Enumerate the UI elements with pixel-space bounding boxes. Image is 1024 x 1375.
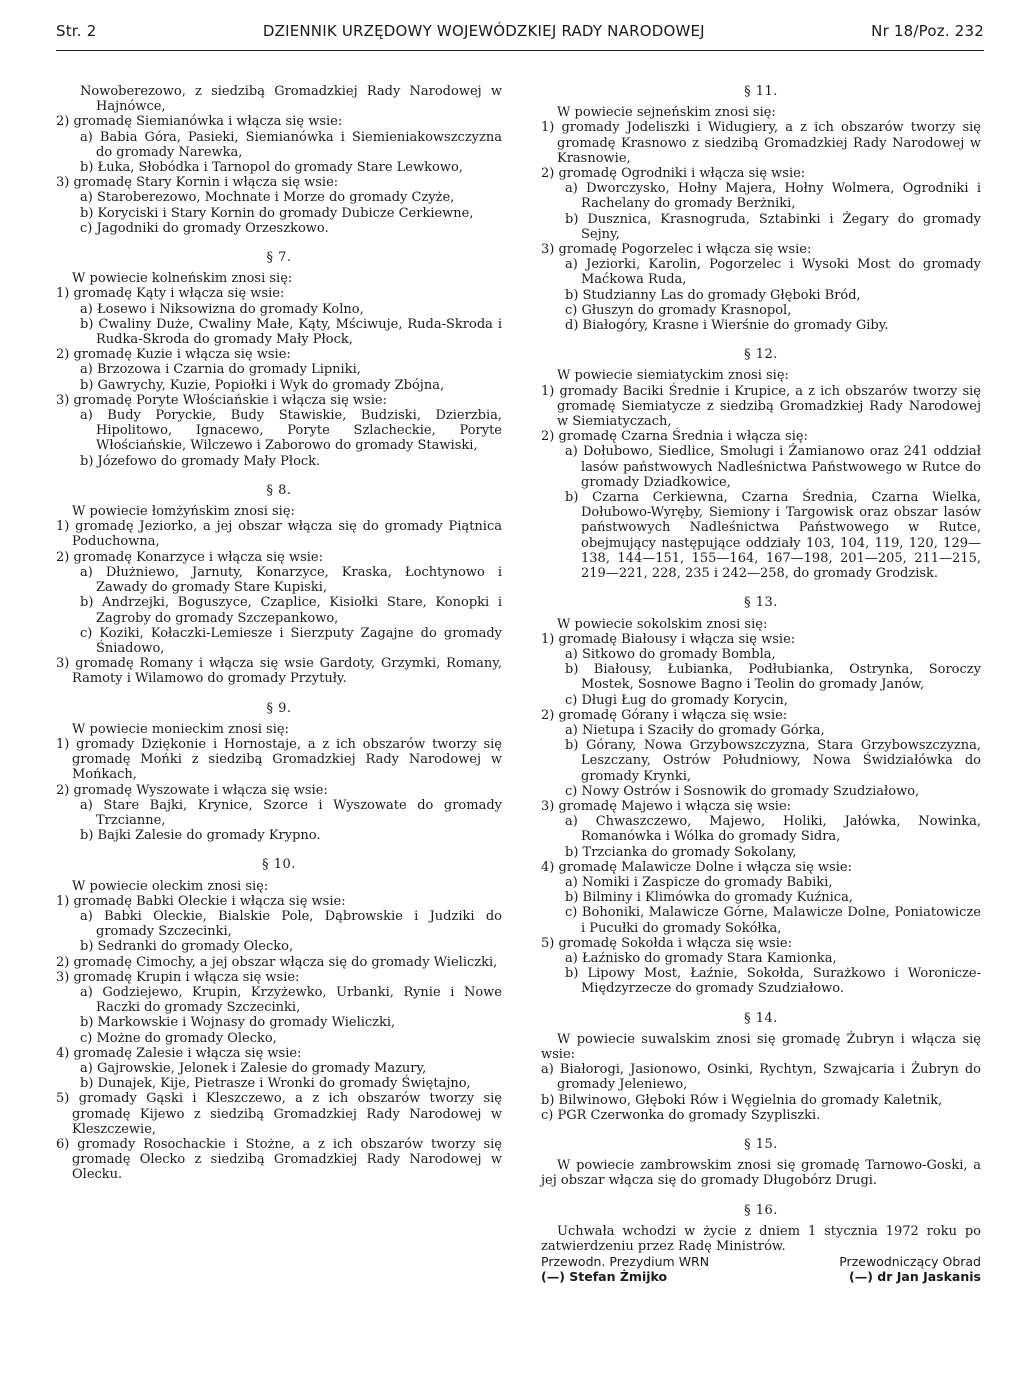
page-header (56, 22, 984, 48)
section-intro: W powiecie kolneńskim znosi się: (72, 271, 293, 287)
sub-list-item: b) Bajki Zalesie do gromady Krypno. (80, 828, 321, 844)
sub-list-item: b) Dusznica, Krasnogruda, Sztabinki i Żegary do gromady Sejny, (565, 211, 981, 242)
sub-list-item: b) Bilminy i Klimówka do gromady Kuźnica, (565, 890, 853, 906)
section-heading: § 15. (744, 1137, 778, 1152)
signature-names (541, 1269, 981, 1284)
sub-list-item: a) Łaźnisko do gromady Stara Kamionka, (565, 950, 837, 966)
list-item: 3) gromadę Pogorzelec i włącza się wsie: (541, 242, 812, 258)
sub-list-item: a) Jeziorki, Karolin, Pogorzelec i Wysoki Most do gromady Maćkowa Ruda, (565, 257, 981, 288)
sub-list-item: a) Brzozowa i Czarnia do gromady Lipniki, (80, 362, 361, 378)
list-item: 2) gromadę Siemianówka i włącza się wsie: (56, 114, 343, 130)
list-item: 3) gromadę Poryte Włościańskie i włącza się wsie: (56, 392, 387, 408)
sub-list-item: a) Dworczysko, Hołny Majera, Hołny Wolmera, Ogrodniki i Rachelany do gromady Berżniki, (565, 181, 981, 212)
sub-list-item: a) Staroberezowo, Mochnate i Morze do gromady Czyże, (80, 190, 455, 206)
sub-list-item: b) Górany, Nowa Grzybowszczyzna, Stara Grzybowszczyzna, Leszczany, Ostrów Południowy, Nowa Świdziałówka do gromady Krynki, (565, 738, 981, 784)
signature-right-name: (—) dr Jan Jaskanis (849, 1269, 981, 1285)
section-heading: § 12. (744, 347, 778, 363)
right-column (541, 84, 981, 1285)
sub-list-item: a) Dłużniewo, Jarnuty, Konarzyce, Kraska, Łochtynowo i Zawady do gromady Stare Kupiski, (80, 564, 502, 596)
list-item: 4) gromadę Malawicze Dolne i włącza się wsie: (541, 859, 852, 875)
signature-roles (541, 1254, 981, 1269)
signature-block (541, 1254, 981, 1284)
sub-list-item: Nowoberezowo, z siedzibą Gromadzkiej Rady Narodowej w Hajnówce, (80, 84, 502, 115)
sub-list-item: c) Głuszyn do gromady Krasnopol, (565, 302, 792, 318)
sub-list-item: a) Nomiki i Zaspicze do gromady Babiki, (565, 874, 833, 890)
section-intro: W powiecie suwalskim znosi się gromadę Żubryn i włącza się wsie: (541, 1031, 981, 1062)
section-intro: Uchwała wchodzi w życie z dniem 1 stycznia 1972 roku po zatwierdzeniu przez Radę Ministrów. (541, 1223, 981, 1255)
sub-list-item: a) Gajrowskie, Jelonek i Zalesie do gromady Mazury, (80, 1060, 427, 1076)
sub-list-item: a) Stare Bajki, Krynice, Szorce i Wyszowate do gromady Trzcianne, (80, 797, 502, 828)
section-heading: § 9. (266, 700, 292, 716)
sub-list-item: b) Lipowy Most, Łaźnie, Sokołda, Surażkowo i Woronicze-Międzyrzecze do gromady Szudziałowo. (565, 966, 981, 997)
list-item: 3) gromadę Romany i włącza się wsie Gardoty, Grzymki, Romany, Ramoty i Wilamowo do gromady Przytuły. (56, 656, 502, 687)
sub-list-item: b) Trzcianka do gromady Sokolany, (565, 844, 797, 860)
section-intro: W powiecie monieckim znosi się: (72, 721, 289, 737)
list-item: 1) gromady Jodeliszki i Widugiery, a z ich obszarów tworzy się gromadę Krasnowo z siedzibą Gromadzkiej Rady Narodowej w Krasnowie, (541, 120, 981, 166)
list-item: 1) gromady Dziękonie i Hornostaje, a z ich obszarów tworzy się gromadę Mońki z siedzibą Gromadzkiej Rady Narodowej w Mońkach, (56, 736, 502, 783)
sub-list-item: c) Możne do gromady Olecko, (80, 1030, 277, 1046)
sub-list-item: a) Babia Góra, Pasieki, Siemianówka i Siemieniakowszczyzna do gromady Narewka, (80, 129, 502, 160)
list-item: c) PGR Czerwonka do gromady Szypliszki. (541, 1107, 821, 1123)
sub-list-item: a) Dołubowo, Siedlice, Smolugi i Żamianowo oraz 241 oddział lasów państwowych Nadleśnictwa Państwowego w Rutce do gromady Dziadkowice, (565, 444, 981, 490)
section-intro: W powiecie siemiatyckim znosi się: (557, 368, 789, 384)
section-heading: § 16. (744, 1202, 778, 1218)
sub-list-item: a) Łosewo i Niksowizna do gromady Kolno, (80, 301, 364, 317)
sub-list-item: c) Jagodniki do gromady Orzeszkowo. (80, 220, 329, 236)
left-column (56, 84, 502, 1183)
journal-title: DZIENNIK URZĘDOWY WOJEWÓDZKIEJ RADY NARODOWEJ (262, 22, 705, 40)
list-item: 3) gromadę Krupin i włącza się wsie: (56, 969, 300, 985)
list-item: 4) gromadę Zalesie i włącza się wsie: (56, 1045, 302, 1061)
sub-list-item: b) Gawrychy, Kuzie, Popiołki i Wyk do gromady Zbójna, (80, 377, 445, 393)
list-item: 2) gromadę Ogrodniki i włącza się wsie: (541, 166, 806, 182)
sub-list-item: b) Cwaliny Duże, Cwaliny Małe, Kąty, Mściwuje, Ruda-Skroda i Rudka-Skroda do gromady Mały Płock, (80, 316, 502, 348)
sub-list-item: b) Łuka, Słobódka i Tarnopol do gromady Stare Lewkowo, (80, 160, 463, 176)
list-item: 2) gromadę Konarzyce i włącza się wsie: (56, 549, 323, 565)
sub-list-item: b) Dunajek, Kije, Pietrasze i Wronki do gromady Świętajno, (80, 1076, 471, 1092)
sub-list-item: c) Długi Ług do gromady Korycin, (565, 692, 788, 708)
page-number: Str. 2 (56, 22, 97, 40)
sub-list-item: b) Markowskie i Wojnasy do gromady Wieliczki, (80, 1015, 396, 1031)
section-intro: W powiecie łomżyńskim znosi się: (72, 504, 295, 520)
list-item: 3) gromadę Stary Kornin i włącza się wsie: (56, 175, 339, 191)
signature-left-role: Przewodn. Prezydium WRN (541, 1254, 710, 1270)
sub-list-item: b) Józefowo do gromady Mały Płock. (80, 453, 321, 469)
sub-list-item: c) Bohoniki, Malawicze Górne, Malawicze Dolne, Poniatowicze i Pucułki do gromady Sokółka, (565, 905, 981, 936)
list-item: 1) gromady Baciki Średnie i Krupice, a z ich obszarów tworzy się gromadę Siemiatycze z siedzibą Gromadzkiej Rady Narodowej w Siemiatyczach, (541, 383, 981, 430)
right-column-body (541, 84, 981, 1254)
sub-list-item: a) Godziejewo, Krupin, Krzyżewko, Urbanki, Rynie i Nowe Raczki do gromady Szczecinki, (80, 984, 502, 1016)
sub-list-item: b) Białousy, Łubianka, Podłubianka, Ostrynka, Soroczy Mostek, Sosnowe Bagno i Teolin do gromady Janów, (565, 662, 981, 693)
list-item: 1) gromadę Babki Oleckie i włącza się wsie: (56, 893, 346, 909)
section-heading: § 7. (266, 250, 292, 266)
list-item: 5) gromady Gąski i Kleszczewo, a z ich obszarów tworzy się gromadę Kijewo z siedzibą Gromadzkiej Rady Narodowej w Kleszczewie, (56, 1091, 502, 1137)
list-item: 1) gromadę Jeziorko, a jej obszar włącza się do gromady Piątnica Poduchowna, (56, 519, 502, 550)
list-item: 2) gromadę Cimochy, a jej obszar włącza się do gromady Wieliczki, (56, 954, 498, 970)
list-item: 2) gromadę Górany i włącza się wsie: (541, 707, 788, 723)
sub-list-item: b) Sedranki do gromady Olecko, (80, 939, 294, 955)
list-item: 3) gromadę Majewo i włącza się wsie: (541, 798, 792, 814)
list-item: 6) gromady Rosochackie i Stożne, a z ich obszarów tworzy się gromadę Olecko z siedzibą Gromadzkiej Rady Narodowej w Olecku. (56, 1137, 502, 1183)
sub-list-item: a) Sitkowo do gromady Bombla, (565, 646, 776, 662)
list-item: 2) gromadę Wyszowate i włącza się wsie: (56, 782, 328, 798)
signature-right-role: Przewodniczący Obrad (839, 1254, 981, 1270)
list-item: 2) gromadę Kuzie i włącza się wsie: (56, 347, 291, 363)
sub-list-item: c) Koziki, Kołaczki-Lemiesze i Sierzputy Zagajne do gromady Śniadowo, (80, 625, 502, 656)
sub-list-item: a) Chwaszczewo, Majewo, Holiki, Jałówka, Nowinka, Romanówka i Wólka do gromady Sidra, (565, 814, 981, 845)
section-intro: W powiecie oleckim znosi się: (72, 878, 269, 894)
sub-list-item: b) Andrzejki, Boguszyce, Czaplice, Kisiołki Stare, Konopki i Zagroby do gromady Szczepankowo, (80, 595, 502, 626)
issue-number: Nr 18/Poz. 232 (871, 22, 984, 40)
sub-list-item: b) Koryciski i Stary Kornin do gromady Dubicze Cerkiewne, (80, 205, 474, 221)
section-heading: § 8. (266, 482, 292, 498)
list-item: 1) gromadę Białousy i włącza się wsie: (541, 631, 796, 647)
section-heading: § 14. (744, 1010, 778, 1026)
header-rule (56, 50, 984, 51)
section-heading: § 13. (744, 595, 778, 611)
list-item: 2) gromadę Czarna Średnia i włącza się: (541, 429, 808, 445)
section-heading: § 10. (262, 857, 296, 873)
sub-list-item: a) Budy Poryckie, Budy Stawiskie, Budziski, Dzierzbia, Hipolitowo, Ignacewo, Poryte Szlacheckie, Poryte Włościańskie, Wilczewo i Zaborowo do gromady Stawiski, (80, 408, 502, 454)
sub-list-item: b) Czarna Cerkiewna, Czarna Średnia, Czarna Wielka, Dołubowo-Wyręby, Siemiony i Targowisk oraz obszar lasów państwowych Nadleśnictwa Państwowego w Rutce, obejmujący następujące oddziały 103, 104, 119, 120, 129—138, 144—151, 155—164, 167—198, 201—205, 211—215, 219—221, 228, 235 i 242—258, do gromady Grodzisk. (565, 490, 981, 582)
list-item: 5) gromadę Sokołda i włącza się wsie: (541, 935, 792, 951)
sub-list-item: a) Nietupa i Szaciły do gromady Górka, (565, 722, 825, 738)
list-item: b) Bilwinowo, Głęboki Rów i Węgielnia do gromady Kaletnik, (541, 1092, 943, 1108)
list-item: 1) gromadę Kąty i włącza się wsie: (56, 286, 285, 302)
sub-list-item: b) Studzianny Las do gromady Głęboki Bród, (565, 287, 861, 303)
list-item: a) Białorogi, Jasionowo, Osinki, Rychtyn, Szwajcaria i Żubryn do gromady Jeleniewo, (541, 1062, 981, 1093)
sub-list-item: d) Białogóry, Krasne i Wierśnie do gromady Giby. (565, 318, 889, 334)
section-heading: § 11. (744, 84, 778, 99)
section-intro: W powiecie zambrowskim znosi się gromadę Tarnowo-Goski, a jej obszar włącza się do gromady Długobórz Drugi. (541, 1158, 981, 1189)
section-intro: W powiecie sejneńskim znosi się: (557, 105, 776, 121)
sub-list-item: a) Babki Oleckie, Bialskie Pole, Dąbrowskie i Judziki do gromady Szczecinki, (80, 908, 502, 940)
section-intro: W powiecie sokolskim znosi się: (557, 616, 768, 632)
sub-list-item: c) Nowy Ostrów i Sosnowik do gromady Szudziałowo, (565, 783, 920, 799)
signature-left-name: (—) Stefan Żmijko (541, 1269, 668, 1285)
